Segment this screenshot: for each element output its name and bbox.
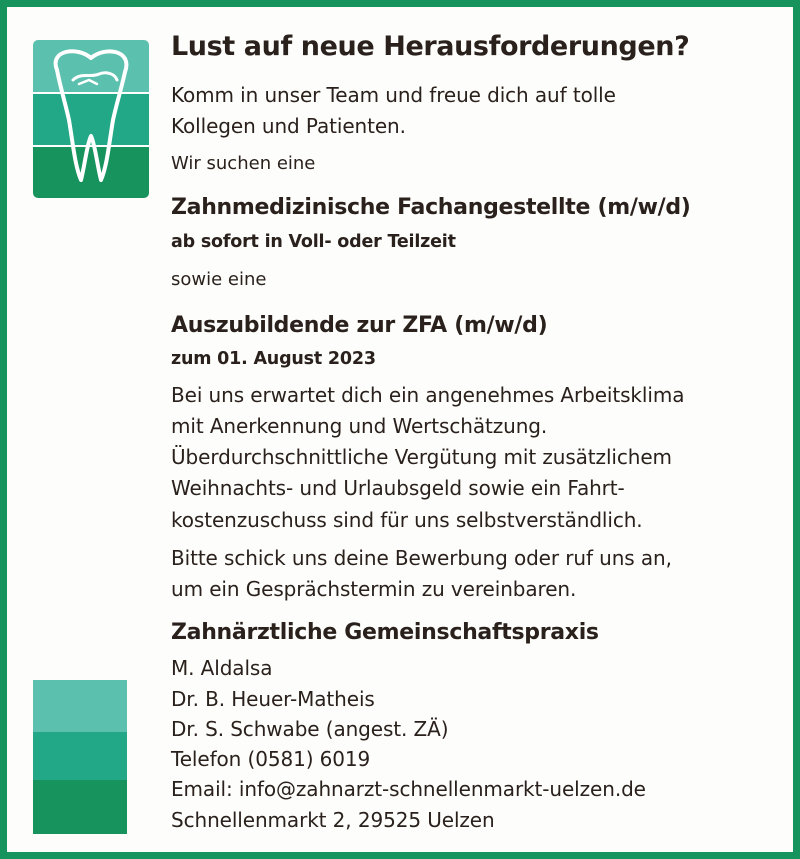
benefits-line: Weihnachts- und Urlaubsgeld sowie ein Fahrt- [171,476,625,500]
contact-name: Dr. B. Heuer-Matheis [171,687,375,711]
contact-name: Dr. S. Schwabe (angest. ZÄ) [171,717,449,741]
square-dark [33,780,127,834]
position2-detail: zum 01. August 2023 [171,349,376,369]
contact-email: Email: info@zahnarzt-schnellenmarkt-uelzen.de [171,777,646,801]
tooth-icon [33,40,149,198]
seek-text: Wir suchen eine [171,153,316,174]
contact-address: Schnellenmarkt 2, 29525 Uelzen [171,808,495,832]
square-mid [33,732,127,780]
apply-line: um ein Gesprächstermin zu vereinbaren. [171,577,577,601]
contact-name: M. Aldalsa [171,656,273,680]
square-light [33,680,127,732]
benefits-line: mit Anerkennung und Wertschätzung. [171,414,548,438]
position2-title: Auszubildende zur ZFA (m/w/d) [171,313,548,338]
intro-line: Komm in unser Team und freue dich auf tolle [171,83,616,107]
benefits-line: Bei uns erwartet dich ein angenehmes Arbeitsklima [171,383,685,407]
practice-logo [33,40,149,198]
and-text: sowie eine [171,269,267,290]
benefits-line: kostenzuschuss sind für uns selbstverständlich. [171,508,643,532]
headline: Lust auf neue Herausforderungen? [171,31,690,62]
intro-line: Kollegen und Patienten. [171,114,406,138]
practice-name: Zahnärztliche Gemeinschaftspraxis [171,620,599,645]
position1-title: Zahnmedizinische Fachangestellte (m/w/d) [171,195,691,220]
contact-phone: Telefon (0581) 6019 [171,747,371,771]
position1-detail: ab sofort in Voll- oder Teilzeit [171,232,456,252]
benefits-line: Überdurchschnittliche Vergütung mit zusätzlichem [171,445,672,469]
apply-line: Bitte schick uns deine Bewerbung oder ruf uns an, [171,546,672,570]
